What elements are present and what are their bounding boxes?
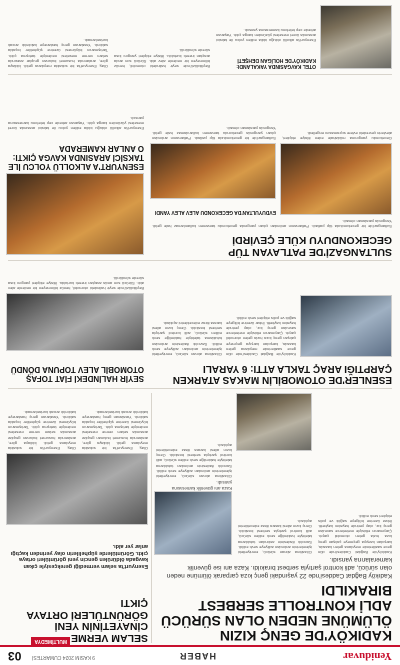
main-body-col-1: Kadıköy'de Bağdat Caddesi'nde dün gece saatlerinde meydana gelen kazada, karşıdan karşıya geçmeye çalışan genç kıza hızla gelen otomobil çarptı. Çarpmanın etkisiyle metrelerce savrulan genç kız, olay yerinde hayatını kaybetti. İhbar üzerine bölgeye sağlık ve polis ekipleri sevk edildi. bbox=[318, 513, 392, 555]
section-divider-3 bbox=[8, 74, 392, 75]
main-body-col-3: Gözaltına alınan sürücü, emniyetteki işlemlerinin ardından adliyeye sevk edildi. Savcılık ifadesinin ardından tutuklama talebiyle hakimliğe sevk edilen sürücü, adli kontrol şartıyla serbest bırakıldı. Genç kızın ailesi karara itiraz edeceklerini açıkladı. bbox=[156, 442, 232, 479]
story-1-headline: SEYİR HALİNDEKİ FİAT TOFAŞ OTOMOBİL ALEV TOPUNA DÖNDÜ bbox=[10, 365, 144, 383]
subhead-headline: ESENLER'DE OTOMOBİLİN MAKAS ATARKEN ÇARPTIĞI ARAÇ TAKLA ATTI: 6 YARALI bbox=[172, 363, 392, 385]
story-4-headline: ESENYURT'A ALKOLLÜ YOLCU İLE TAKSİCİ ARASINDA KAVGA ÇIKTI: O ANLAR KAMERADA bbox=[8, 144, 144, 171]
main-summary: Kadıköy Bağdat Caddesi'nde 22 yaşındaki genç kıza çarparak ölümüne neden olan sürücü, adli kontrol şartıyla serbest bırakıldı. Kaza anı ise güvenlik kameralarına yansıdı. bbox=[166, 556, 392, 579]
story-6-body: Olay, Esenyurt'ta bir sokakta meydana geldi. İddiaya göre, aralarında husumet bulunan gruplar arasında selam verme meselesi nedeniyle tartışma çıktı. Tartışmanın büyümesi üzerine şüpheliler bıçakla saldırdı. Yaralanan genç hastaneye kaldırıldı ancak kurtarılamadı. bbox=[8, 37, 108, 69]
section-divider-2 bbox=[8, 260, 392, 261]
story-5-photo bbox=[320, 5, 392, 69]
side-lead: Esenyurt'ta selam vermediği gerekçesiyle çıkan kavgada öldürülen gencin yeni görüntüleri ortaya çıktı. Görüntülerde şüphelilerin olay yerinden kaçtığı anlar yer aldı. bbox=[10, 543, 148, 569]
issue-date: 9 KASIM 2024 CUMARTESİ bbox=[32, 654, 95, 660]
story-3-photo bbox=[150, 143, 276, 199]
section-divider bbox=[8, 388, 392, 389]
side-body: Olay, Esenyurt'ta bir sokakta meydana geldi. İddiaya göre, aralarında husumet bulunan gruplar arasında selam verme meselesi nedeniyle tartışma çıktı. Tartışmanın büyümesi üzerine şüpheliler bıçakla saldırdı. Yaralanan genç hastaneye kaldırıldı ancak kurtarılamadı. bbox=[82, 409, 148, 451]
side-body-cont: Olay, Esenyurt'ta bir sokakta meydana geldi. İddiaya göre, aralarında husumet bulunan gruplar arasında selam verme meselesi nedeniyle tartışma çıktı. Tartışmanın büyümesi üzerine şüpheliler bıçakla saldırdı. Yaralanan genç hastaneye kaldırıldı ancak kurtarılamadı. bbox=[8, 409, 76, 451]
main-headline: KADIKÖY'DE GENÇ KIZIN ÖLÜMÜNE NEDEN OLAN SÜRÜCÜ ADLİ KONTROLLE SERBEST BIRAKILDI bbox=[161, 583, 392, 644]
story-5-body-cont: Beylikdüzü'nde seyir halindeki otomobil, henüz bilinmeyen bir nedenle alev aldı. Sürücü son anda araçtan inerek kurtuldu. İtfaiye ekipleri yangını kısa sürede söndürdü. bbox=[114, 48, 210, 69]
section-label: HABER bbox=[178, 651, 216, 661]
crash-photo bbox=[300, 295, 392, 357]
column-divider bbox=[151, 393, 152, 643]
side-photo bbox=[6, 453, 148, 525]
story-4-body: Esenyurt'ta alkollü olduğu iddia edilen yolcu ile taksici arasında ücret meselesi yüzünden kavga çıktı. Yaşanan arbede cep telefonu kamerasına yansıdı. bbox=[8, 115, 144, 131]
story-2-body-cont: Sultangazi'de bir gecekonduda tüp patladı. Patlamanın ardından çıkan yangında gecekondu tamamen kullanılamaz hale geldi. Yangında yaralanan olmadı. bbox=[152, 125, 276, 141]
story-3-body: Gecekondu yangınına müdahale eden itfaiye ekipleri, alevlerin çevredeki evlere sıçramasını engelledi. bbox=[282, 130, 392, 141]
story-5-headline: OTEL KAVGASINDA YAKALANDI: KADIKÖY'DE HOLİGAN DEHŞETİ bbox=[236, 57, 316, 69]
side-headline: SELAM VERME CİNAYETİNİN YENİ GÖRÜNTÜLERİ ORTAYA ÇIKTI bbox=[26, 597, 148, 644]
crash-body: Kadıköy'de Bağdat Caddesi'nde dün gece saatlerinde meydana gelen kazada, karşıdan karşıya geçmeye çalışan genç kıza hızla gelen otomobil çarptı. Çarpmanın etkisiyle metrelerce savrulan genç kız, olay yerinde hayatını kaybetti. İhbar üzerine bölgeye sağlık ve polis ekipleri sevk edildi. bbox=[226, 315, 296, 357]
story-4-photo bbox=[6, 173, 144, 255]
main-body-col-2: Gözaltına alınan sürücü, emniyetteki işlemlerinin ardından adliyeye sevk edildi. Savcılık ifadesinin ardından tutuklama talebiyle hakimliğe sevk edilen sürücü, adli kontrol şartıyla serbest bırakıldı. Genç kızın ailesi karara itiraz edeceklerini açıkladı. bbox=[238, 518, 312, 555]
main-photo-2 bbox=[236, 393, 312, 451]
crash-body-cont: Gözaltına alınan sürücü, emniyetteki işlemlerinin ardından adliyeye sevk edildi. Savcılık ifadesinin ardından tutuklama talebiyle hakimliğe sevk edilen sürücü, adli kontrol şartıyla serbest bırakıldı. Genç kızın ailesi karara itiraz edeceklerini açıkladı. bbox=[152, 320, 222, 357]
story-1-body: Beylikdüzü'nde seyir halindeki otomobil, henüz bilinmeyen bir nedenle alev aldı. Sürücü son anda araçtan inerek kurtuldu. İtfaiye ekipleri yangını kısa sürede söndürdü. bbox=[8, 275, 144, 291]
story-3-headline: EVDUYULTAN'DA GECEKONDU ALEV ALEV YANDI bbox=[154, 209, 276, 215]
story-5-body: Esenyurt'ta alkollü olduğu iddia edilen yolcu ile taksici arasında ücret meselesi yüzünden kavga çıktı. Yaşanan arbede cep telefonu kamerasına yansıdı. bbox=[216, 27, 316, 43]
story-2-headline: SULTANGAZİ'DE PATLAYAN TÜP GECEKONDUYU KÜLE ÇEVİRDİ bbox=[228, 234, 392, 258]
page-number: 03 bbox=[8, 649, 22, 663]
story-2-body: Sultangazi'de bir gecekonduda tüp patladı. Patlamanın ardından çıkan yangında gecekondu tamamen kullanılamaz hale geldi. Yangında yaralanan olmadı. bbox=[152, 219, 392, 229]
main-photo bbox=[154, 491, 232, 555]
multimedia-tag: MULTİMEDYA bbox=[32, 637, 71, 645]
newspaper-logo: Yeniduvar bbox=[343, 650, 392, 662]
story-1-photo bbox=[6, 293, 144, 351]
main-photo-caption: Kaza anı güvenlik kamerasına yansıdı. bbox=[171, 480, 232, 491]
story-2-photo bbox=[280, 143, 392, 215]
